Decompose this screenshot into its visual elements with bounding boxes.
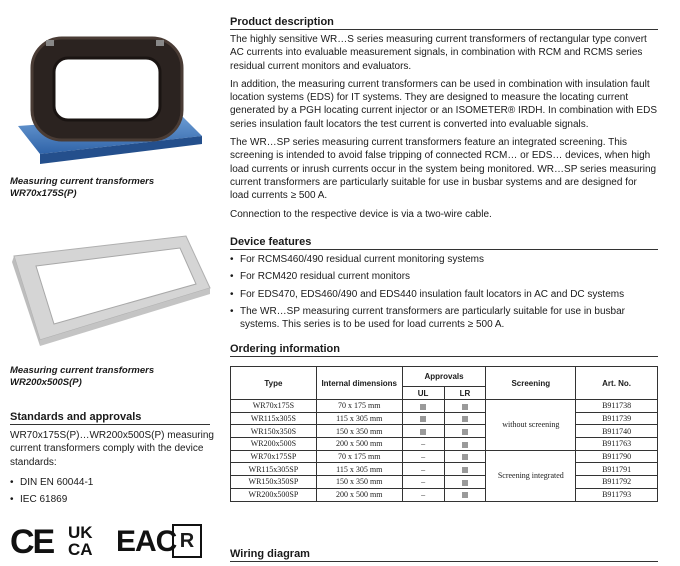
type-cell: WR150x350S [231, 425, 317, 438]
product-description-title: Product description [230, 16, 658, 30]
table-row [231, 450, 658, 463]
caption-wr70x175 [10, 176, 210, 200]
table-row [231, 476, 658, 489]
approval-mark-icon [462, 404, 468, 410]
transformer-wr70x175-image [10, 18, 208, 170]
type-cell: WR150x350SP [231, 476, 317, 489]
device-features-title: Device features [230, 236, 658, 250]
type-cell: WR70x175SP [231, 450, 317, 463]
dimensions-cell: 150 x 350 mm [316, 425, 402, 438]
artno-cell: B911738 [576, 400, 658, 413]
col-screening-header: Screening [486, 367, 576, 400]
approval-mark-icon [462, 442, 468, 448]
ce-logo: CE [10, 523, 54, 561]
lr-cell [444, 488, 486, 501]
col-artno-header: Art. No. [576, 367, 658, 400]
ul-cell: – [402, 450, 444, 463]
approval-mark-icon [420, 429, 426, 435]
lr-cell [444, 463, 486, 476]
lr-cell [444, 400, 486, 413]
standard-item: • IEC 61869 [10, 491, 210, 508]
approval-mark-icon [462, 416, 468, 422]
approval-mark-icon [420, 404, 426, 410]
lr-cell [444, 476, 486, 489]
ul-cell [402, 425, 444, 438]
standards-list [10, 474, 210, 508]
dimensions-cell: 115 x 305 mm [316, 463, 402, 476]
desc-paragraph: The highly sensitive WR…S series measuring current transformers of rectangular type convert AC currents into evaluable measurement signals, in combination with RCM and RCMS series residual current monitors and evaluators. [230, 34, 647, 72]
artno-cell: B911792 [576, 476, 658, 489]
type-cell: WR200x500SP [231, 488, 317, 501]
table-row [231, 412, 658, 425]
standards-title: Standards and approvals [10, 411, 210, 425]
type-cell: WR115x305S [231, 412, 317, 425]
table-row [231, 438, 658, 451]
ordering-information-title: Ordering information [230, 343, 658, 357]
screening-cell: without screening [486, 400, 576, 451]
col-ul-header: UL [402, 387, 444, 400]
ul-cell [402, 412, 444, 425]
caption-wr200x500 [10, 365, 210, 389]
col-type-header: Type [231, 367, 317, 400]
approval-mark-icon [462, 492, 468, 498]
type-cell: WR115x305SP [231, 463, 317, 476]
artno-cell: B911763 [576, 438, 658, 451]
feature-item: • For RCM420 residual current monitors [230, 270, 658, 283]
lr-approval-logo: R [172, 524, 202, 558]
ukca-logo: UK CA [68, 523, 93, 559]
artno-cell: B911791 [576, 463, 658, 476]
table-row [231, 425, 658, 438]
lr-cell [444, 438, 486, 451]
product-description-body [230, 33, 658, 221]
standard-item: • DIN EN 60044-1 [10, 474, 210, 491]
screening-cell: Screening integrated [486, 450, 576, 501]
table-row [231, 400, 658, 413]
ul-cell [402, 400, 444, 413]
approval-mark-icon [420, 416, 426, 422]
dimensions-cell: 70 x 175 mm [316, 400, 402, 413]
device-features-list [230, 253, 658, 331]
desc-paragraph: The WR…SP series measuring current transformers feature an integrated screening. This screening is intended to avoid false tripping of connected RCM… or EDS… devices, when high load currents or inrush currents occur in the system being monitored. WR…SP series measuring current transformers are particularly suitable for use in busbar systems and are designed for load currents ≥ 500 A. [230, 137, 657, 202]
artno-cell: B911790 [576, 450, 658, 463]
type-cell: WR200x500S [231, 438, 317, 451]
dimensions-cell: 70 x 175 mm [316, 450, 402, 463]
dimensions-cell: 200 x 500 mm [316, 438, 402, 451]
type-cell: WR70x175S [231, 400, 317, 413]
desc-paragraph: Connection to the respective device is via a two-wire cable. [230, 208, 492, 220]
table-row [231, 488, 658, 501]
wiring-diagram-title: Wiring diagram [230, 548, 658, 562]
ul-cell: – [402, 488, 444, 501]
approval-mark-icon [462, 429, 468, 435]
approval-mark-icon [462, 467, 468, 473]
lr-cell [444, 412, 486, 425]
table-row [231, 463, 658, 476]
col-lr-header: LR [444, 387, 486, 400]
approval-mark-icon [462, 480, 468, 486]
dimensions-cell: 115 x 305 mm [316, 412, 402, 425]
ul-cell: – [402, 476, 444, 489]
artno-cell: B911793 [576, 488, 658, 501]
caption-line: Measuring current transformers [10, 176, 155, 187]
feature-item: • For RCMS460/490 residual current monitoring systems [230, 253, 658, 266]
feature-item: • The WR…SP measuring current transformers are particularly suitable for use in busbar systems. This series is to be used for load currents ≥ 500 A. [230, 305, 658, 332]
lr-cell [444, 450, 486, 463]
standards-text: WR70x175S(P)…WR200x500S(P) measuring current transformers comply with the device standards: [10, 430, 214, 468]
caption-model: WR70x175S(P) [10, 188, 77, 199]
col-approvals-header: Approvals [402, 367, 486, 387]
ul-cell: – [402, 463, 444, 476]
col-dimensions-header: Internal dimensions [316, 367, 402, 400]
artno-cell: B911740 [576, 425, 658, 438]
ordering-table [230, 366, 658, 502]
ul-cell: – [402, 438, 444, 451]
feature-item: • For EDS470, EDS460/490 and EDS440 insulation fault locators in AC and DC systems [230, 288, 658, 301]
lr-cell [444, 425, 486, 438]
caption-line: Measuring current transformers [10, 365, 155, 376]
eac-logo: EAC [116, 525, 177, 558]
artno-cell: B911739 [576, 412, 658, 425]
dimensions-cell: 200 x 500 mm [316, 488, 402, 501]
approval-mark-icon [462, 454, 468, 460]
dimensions-cell: 150 x 350 mm [316, 476, 402, 489]
transformer-wr200x500-image [10, 228, 215, 348]
desc-paragraph: In addition, the measuring current transformers can be used in combination with insulation fault location systems (EDS) for IT systems. They are designed to measure the locating current generated by a PGH locating current injector or an ISOMETER® IRDH. In combination with EDS series insulation fault locators the test current is converted into evaluable signals. [230, 78, 657, 130]
caption-model: WR200x500S(P) [10, 377, 82, 388]
